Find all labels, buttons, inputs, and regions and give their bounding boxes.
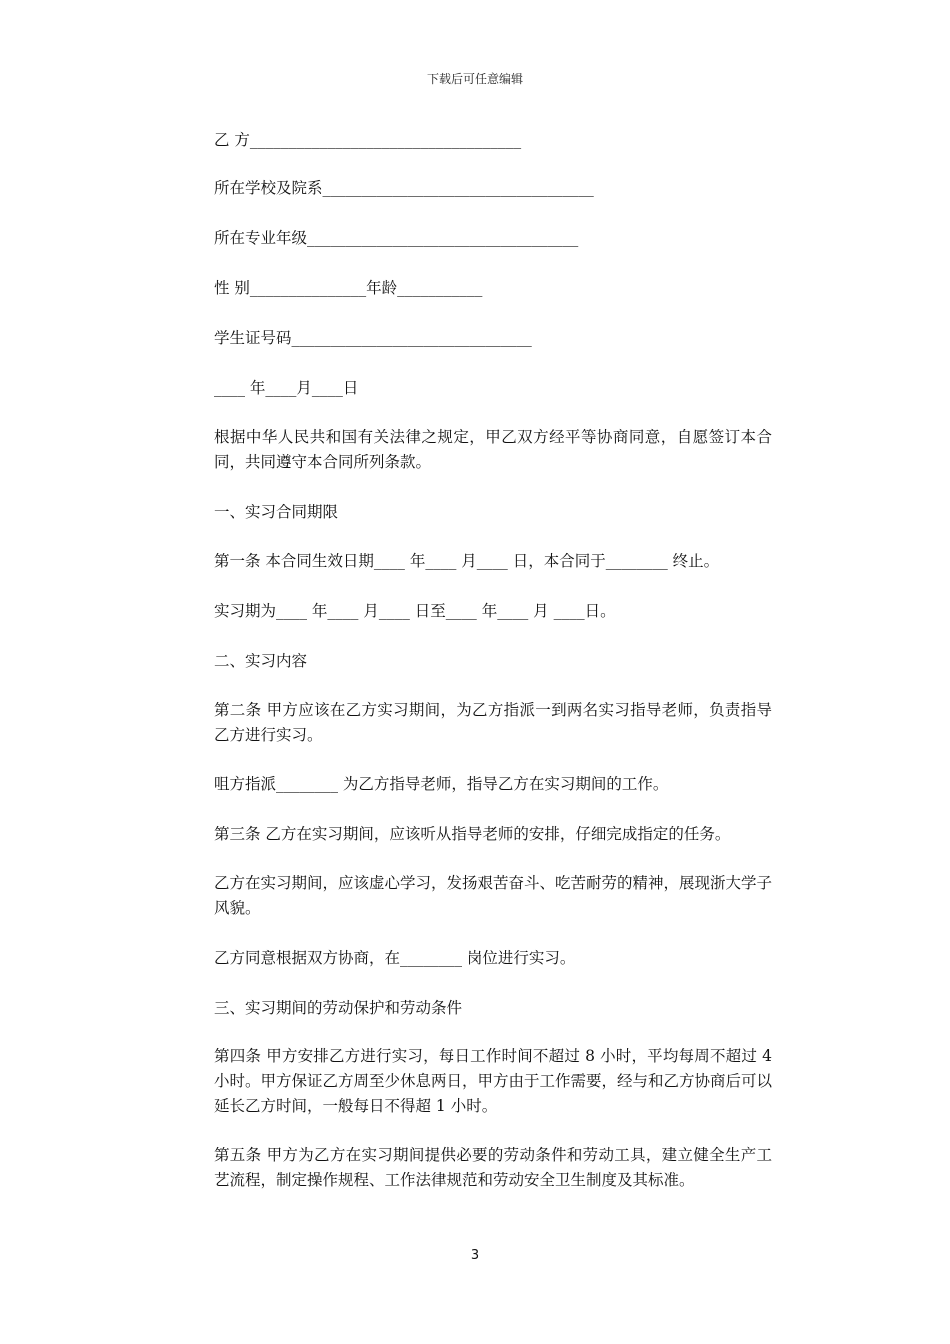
section-2-title: 二、实习内容 [214,652,308,670]
student-id-field: 学生证号码_______________________________ [214,329,532,347]
article-1: 第一条 本合同生效日期____ 年____ 月____ 日，本合同于________ 终止。 [214,552,720,570]
date-field: ____ 年____月____日 [214,379,359,397]
major-field: 所在专业年级___________________________________ [214,229,579,247]
section-3-title: 三、实习期间的劳动保护和劳动条件 [214,999,463,1017]
page-header: 下载后可任意编辑 [426,72,523,86]
article-5 [214,1143,772,1193]
internship-period: 实习期为____ 年____ 月____ 日至____ 年____ 月 ____日。 [214,602,616,620]
study-paragraph [214,871,772,921]
study-text: 乙方在实习期间，应该虚心学习，发扬艰苦奋斗、吃苦耐劳的精神，展现浙大学子风貌。 [214,874,773,917]
article-4-text: 第四条 甲方安排乙方进行实习，每日工作时间不超过 8 小时，平均每周不超过 4 小时。甲方保证乙方周至少休息两日，甲方由于工作需要，经与和乙方协商后可以延长乙方时间，一般每日不得超 1 小时。 [214,1047,773,1115]
post-field: 乙方同意根据双方协商，在________ 岗位进行实习。 [214,949,576,967]
article-5-text: 第五条 甲方为乙方在实习期间提供必要的劳动条件和劳动工具，建立健全生产工艺流程，制定操作规程、工作法律规范和劳动安全卫生制度及其标准。 [214,1146,772,1189]
section-1-title: 一、实习合同期限 [214,503,339,521]
intro-paragraph [214,425,772,475]
article-2 [214,698,772,748]
school-field: 所在学校及院系___________________________________ [214,179,594,197]
gender-age-field: 性 别_______________年龄___________ [214,279,483,297]
article-3: 第三条 乙方在实习期间，应该听从指导老师的安排，仔细完成指定的任务。 [214,825,731,843]
intro-text: 根据中华人民共和国有关法律之规定，甲乙双方经平等协商同意，自愿签订本合同，共同遵守本合同所列条款。 [214,428,772,471]
page-number: 3 [470,1248,480,1263]
party-b-field: 乙 方___________________________________ [214,131,522,149]
article-2-text: 第二条 甲方应该在乙方实习期间，为乙方指派一到两名实习指导老师，负责指导乙方进行实习。 [214,701,772,744]
assign-teacher: 咀方指派________ 为乙方指导老师，指导乙方在实习期间的工作。 [214,775,669,793]
article-4 [214,1044,772,1119]
